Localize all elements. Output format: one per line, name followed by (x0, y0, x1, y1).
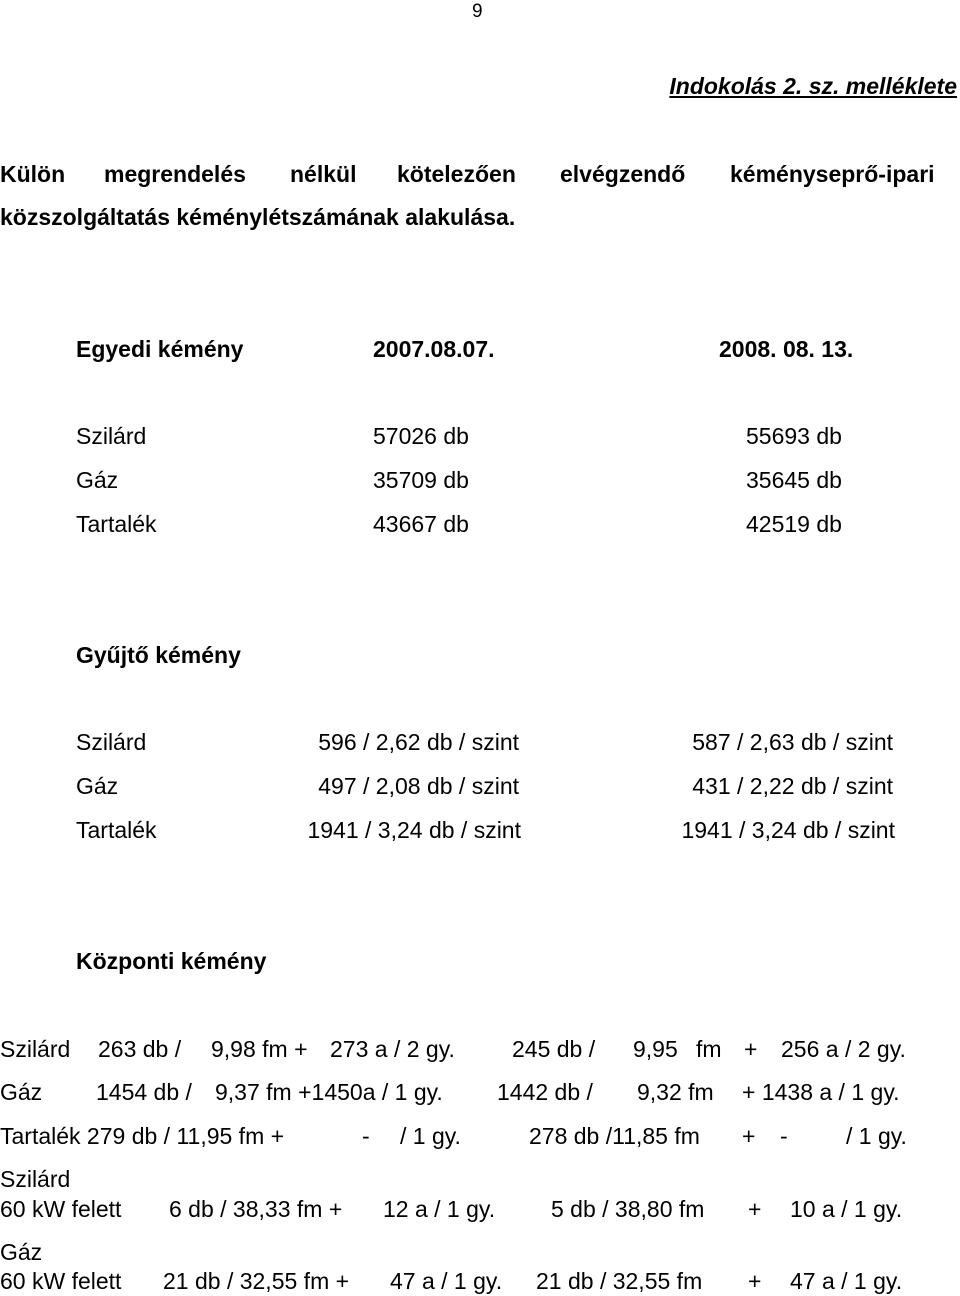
row-cell: 21 db / 32,55 fm (536, 1268, 703, 1294)
heading-word: kéményseprő-ipari (730, 161, 935, 187)
date-column-1: 2007.08.07. (373, 336, 495, 362)
value-2007: 35709 db (373, 467, 469, 493)
row-cell: + (748, 1268, 762, 1294)
row-cell: 1454 db / (96, 1079, 192, 1105)
section-title: Gyűjtő kémény (76, 642, 241, 668)
row-label: Tartalék (76, 511, 157, 537)
row-cell: 5 db / 38,80 fm (551, 1196, 705, 1222)
row-cell: 9,95 (633, 1036, 678, 1062)
row-cell: 60 kW felett (0, 1196, 122, 1222)
row-cell: 6 db / 38,33 fm + (169, 1196, 343, 1222)
row-cell: 10 a / 1 gy. (790, 1196, 903, 1222)
section-title: Egyedi kémény (76, 336, 244, 362)
row-cell: Tartalék 279 db / 11,95 fm + (0, 1123, 285, 1149)
value-2008: 55693 db (746, 423, 842, 449)
row-cell: / 1 gy. (400, 1123, 461, 1149)
row-cell: 47 a / 1 gy. (390, 1268, 503, 1294)
row-label: Szilárd (76, 729, 147, 755)
heading-word: kötelezően (397, 161, 516, 187)
row-cell: 60 kW felett (0, 1268, 122, 1294)
row-cell: + (742, 1123, 756, 1149)
date-column-2: 2008. 08. 13. (719, 336, 854, 362)
row-cell: Szilárd (0, 1036, 71, 1062)
value-2007: 57026 db (373, 423, 469, 449)
row-label: Tartalék (76, 817, 157, 843)
value-2008: 35645 db (746, 467, 842, 493)
value-2008: 1941 / 3,24 db / szint (681, 817, 895, 843)
row-cell: 21 db / 32,55 fm + (163, 1268, 350, 1294)
row-cell: 273 a / 2 gy. (330, 1036, 455, 1062)
row-cell: - (780, 1123, 788, 1149)
row-cell: 256 a / 2 gy. (781, 1036, 906, 1062)
row-label: Gáz (0, 1239, 43, 1265)
value-2008: 587 / 2,63 db / szint (692, 729, 893, 755)
heading-word: nélkül (290, 161, 357, 187)
row-cell: 47 a / 1 gy. (790, 1268, 903, 1294)
row-cell: - (362, 1123, 370, 1149)
value-2008: 42519 db (746, 511, 842, 537)
row-cell: 245 db / (512, 1036, 596, 1062)
section-title: Központi kémény (76, 948, 267, 974)
row-cell: fm (696, 1036, 722, 1062)
row-cell: 278 db /11,85 fm (529, 1123, 700, 1149)
row-cell: 9,32 fm (637, 1079, 714, 1105)
value-2007: 43667 db (373, 511, 469, 537)
row-label: Szilárd (0, 1166, 71, 1192)
row-cell: 9,98 fm + (211, 1036, 308, 1062)
row-cell: / 1 gy. (846, 1123, 907, 1149)
value-2007: 497 / 2,08 db / szint (318, 773, 519, 799)
row-cell: + (744, 1036, 758, 1062)
row-cell: 1442 db / (497, 1079, 593, 1105)
row-cell: 12 a / 1 gy. (383, 1196, 496, 1222)
annex-title: Indokolás 2. sz. melléklete (669, 73, 957, 99)
row-cell: + 1438 a / 1 gy. (742, 1079, 900, 1105)
row-cell: 9,37 fm +1450a / 1 gy. (215, 1079, 443, 1105)
heading-word: elvégzendő (560, 161, 686, 187)
page-number: 9 (472, 1, 483, 22)
row-label: Szilárd (76, 423, 147, 449)
heading-word: megrendelés (104, 161, 246, 187)
row-label: Gáz (76, 467, 119, 493)
row-cell: + (748, 1196, 762, 1222)
heading-word: Külön (0, 161, 66, 187)
value-2007: 1941 / 3,24 db / szint (307, 817, 521, 843)
heading-line-2: közszolgáltatás kéménylétszámának alakulása. (0, 204, 516, 230)
value-2007: 596 / 2,62 db / szint (318, 729, 519, 755)
value-2008: 431 / 2,22 db / szint (692, 773, 893, 799)
row-cell: 263 db / (98, 1036, 182, 1062)
row-cell: Gáz (0, 1079, 43, 1105)
row-label: Gáz (76, 773, 119, 799)
